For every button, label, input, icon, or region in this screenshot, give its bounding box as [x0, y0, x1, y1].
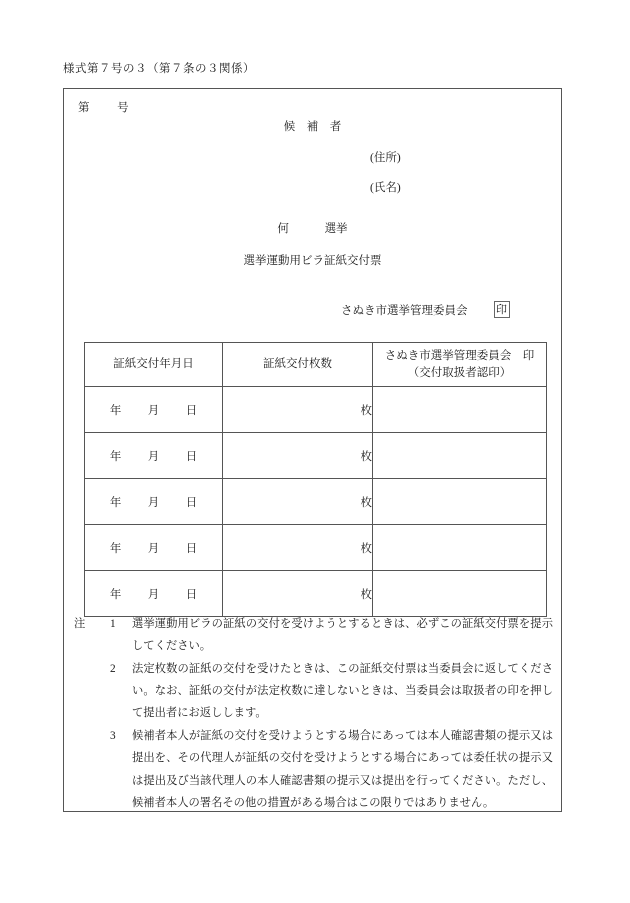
cell-committee-seal[interactable]	[373, 433, 547, 479]
seal-stamp-box: 印	[494, 301, 510, 318]
name-label: (氏名)	[370, 182, 401, 194]
header-issue-date: 証紙交付年月日	[85, 343, 223, 387]
count-unit-label: 枚	[360, 450, 372, 463]
note-item-3	[74, 725, 553, 814]
note-marker: 2	[110, 662, 116, 675]
note-text: 選挙運動用ビラの証紙の交付を受けようとするときは、必ずこの証紙交付票を提示してください。	[132, 618, 553, 653]
document-number-suffix: 号	[117, 102, 129, 114]
form-number: 様式第７号の３（第７条の３関係）	[63, 63, 255, 75]
date-month-label: 月	[147, 450, 160, 463]
header-committee-seal	[373, 343, 547, 387]
date-month-label: 月	[147, 588, 160, 601]
candidate-label	[64, 118, 561, 134]
note-item-1	[74, 613, 553, 658]
table-row[interactable]	[85, 387, 547, 433]
cell-issue-date[interactable]	[85, 433, 223, 479]
date-day-label: 日	[185, 588, 198, 601]
date-day-label: 日	[185, 542, 198, 555]
count-unit-label: 枚	[360, 542, 372, 555]
date-year-label: 年	[109, 542, 122, 555]
count-unit-label: 枚	[360, 496, 372, 509]
cell-issue-date[interactable]	[85, 525, 223, 571]
election-suffix: 選挙	[324, 223, 348, 235]
header-issue-count: 証紙交付枚数	[223, 343, 373, 387]
note-marker: 1	[110, 618, 116, 630]
document-title	[64, 252, 561, 268]
notes-section	[74, 613, 553, 814]
cell-issue-date[interactable]	[85, 479, 223, 525]
table-row[interactable]	[85, 571, 547, 617]
note-text: 法定枚数の証紙の交付を受けたときは、この証紙交付票は当委員会に返してください。なお、証紙の交付が法定枚数に達しないときは、当委員会は取扱者の印を押して提出者にお返しします。	[132, 662, 553, 720]
form-frame	[63, 88, 562, 812]
date-year-label: 年	[109, 588, 122, 601]
cell-issue-count[interactable]	[223, 525, 373, 571]
date-day-label: 日	[185, 450, 198, 463]
cell-issue-date[interactable]	[85, 571, 223, 617]
issuance-table	[84, 342, 547, 617]
table-row[interactable]	[85, 525, 547, 571]
election-type-line	[64, 220, 561, 236]
cell-issue-count[interactable]	[223, 571, 373, 617]
date-month-label: 月	[147, 496, 160, 509]
cell-issue-count[interactable]	[223, 479, 373, 525]
issuing-committee-line	[341, 301, 510, 318]
table-header-row	[85, 343, 547, 387]
date-month-label: 月	[147, 404, 160, 417]
note-marker: 3	[110, 729, 116, 742]
form-header-area	[64, 89, 561, 341]
header-committee-seal-line2: （交付取扱者認印）	[407, 366, 512, 379]
address-label: (住所)	[370, 152, 401, 164]
date-month-label: 月	[147, 542, 160, 555]
issuance-table-body	[85, 387, 547, 617]
count-unit-label: 枚	[360, 588, 372, 601]
issuing-committee-name: さぬき市選挙管理委員会	[341, 304, 468, 317]
count-unit-label: 枚	[360, 404, 372, 417]
cell-committee-seal[interactable]	[373, 571, 547, 617]
table-row[interactable]	[85, 479, 547, 525]
table-row[interactable]	[85, 433, 547, 479]
date-day-label: 日	[185, 496, 198, 509]
date-day-label: 日	[185, 404, 198, 417]
document-title-text: 選挙運動用ビラ証紙交付票	[243, 255, 382, 267]
date-year-label: 年	[109, 450, 122, 463]
cell-committee-seal[interactable]	[373, 479, 547, 525]
cell-committee-seal[interactable]	[373, 525, 547, 571]
cell-issue-count[interactable]	[223, 433, 373, 479]
document-number-prefix: 第	[78, 102, 90, 114]
cell-committee-seal[interactable]	[373, 387, 547, 433]
note-text: 候補者本人が証紙の交付を受けようとする場合にあっては本人確認書類の提示又は提出を、その代理人が証紙の交付を受けようとする場合にあっては委任状の提示又は提出及び当該代理人の本人確認書類の提示又は提出を行ってください。ただし、候補者本人の署名その他の措置がある場合はこの限りではありません。	[132, 729, 553, 809]
candidate-label-text: 候 補 者	[283, 121, 342, 133]
cell-issue-date[interactable]	[85, 387, 223, 433]
note-item-2	[74, 658, 553, 725]
date-year-label: 年	[109, 404, 122, 417]
header-committee-seal-line1: さぬき市選挙管理委員会 印	[384, 349, 535, 362]
date-year-label: 年	[109, 496, 122, 509]
election-prefix: 何	[277, 223, 289, 235]
document-number-line	[78, 99, 129, 115]
cell-issue-count[interactable]	[223, 387, 373, 433]
notes-label: 注	[74, 618, 86, 630]
issuance-table-wrapper	[84, 342, 546, 617]
